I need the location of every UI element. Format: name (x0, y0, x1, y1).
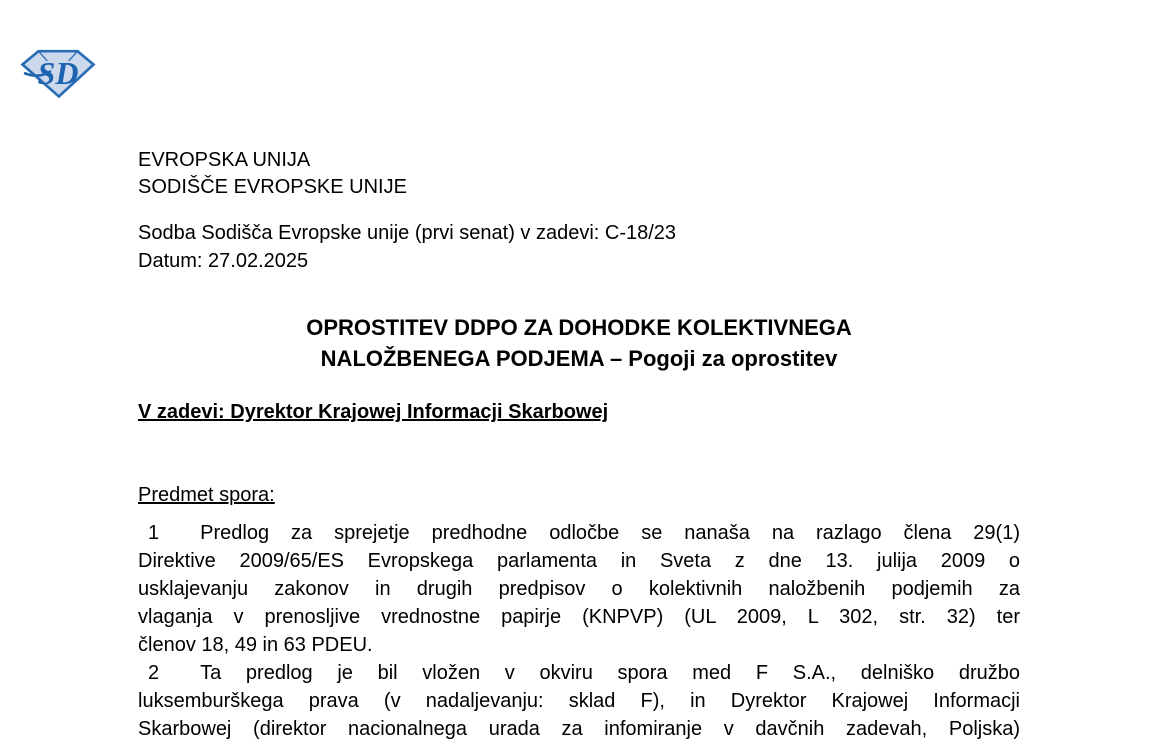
case-reference-line: Sodba Sodišča Evropske unije (prvi senat) v zadevi: C-18/23 (138, 222, 677, 244)
title-line-2: NALOŽBENEGA PODJEMA – Pogoji za oprostitev (320, 346, 838, 371)
section-heading: Predmet spora: (138, 484, 275, 506)
paragraph-line: Direktive 2009/65/ES Evropskega parlamenta in Sveta z dne 13. julija 2009 o (138, 550, 1020, 572)
case-subject: V zadevi: Dyrektor Krajowej Informacji Skarbowej (138, 401, 609, 423)
org-line-2: SODIŠČE EVROPSKE UNIJE (138, 176, 407, 198)
header-case-info (138, 219, 676, 275)
org-line-1: EVROPSKA UNIJA (138, 149, 311, 171)
paragraph-2 (138, 659, 1020, 743)
date-line: Datum: 27.02.2025 (138, 250, 309, 272)
court-logo (18, 45, 98, 100)
paragraph-number: 2 (148, 662, 160, 684)
paragraph-line: usklajevanju zakonov in drugih predpisov o kolektivnih naložbenih podjemih za (138, 578, 1020, 600)
paragraph-number: 1 (148, 522, 160, 544)
logo-letters: SD (37, 55, 79, 92)
title-line-1: OPROSTITEV DDPO ZA DOHODKE KOLEKTIVNEGA (306, 315, 852, 340)
paragraph-line (138, 659, 1020, 687)
paragraph-line: Skarbowej (direktor nacionalnega urada za infomiranje v davčnih zadevah, Poljska) (138, 718, 1020, 740)
document-title (138, 312, 1020, 374)
paragraph-line: vlaganja v prenosljive vrednostne papirje (KNPVP) (UL 2009, L 302, str. 32) ter (138, 606, 1020, 628)
paragraph-line-text: Ta predlog je bil vložen v okviru spora med F S.A., delniško družbo (200, 662, 1020, 684)
paragraph-line (138, 519, 1020, 547)
paragraph-tab (159, 678, 200, 679)
paragraph-1 (138, 519, 1020, 659)
paragraph-tab (159, 538, 200, 539)
paragraph-line-text: Predlog za sprejetje predhodne odločbe se nanaša na razlago člena 29(1) (200, 522, 1020, 544)
paragraph-line: členov 18, 49 in 63 PDEU. (138, 634, 373, 656)
paragraph-line: luksemburškega prava (v nadaljevanju: sklad F), in Dyrektor Krajowej Informacji (138, 690, 1020, 712)
header-org (138, 147, 407, 201)
